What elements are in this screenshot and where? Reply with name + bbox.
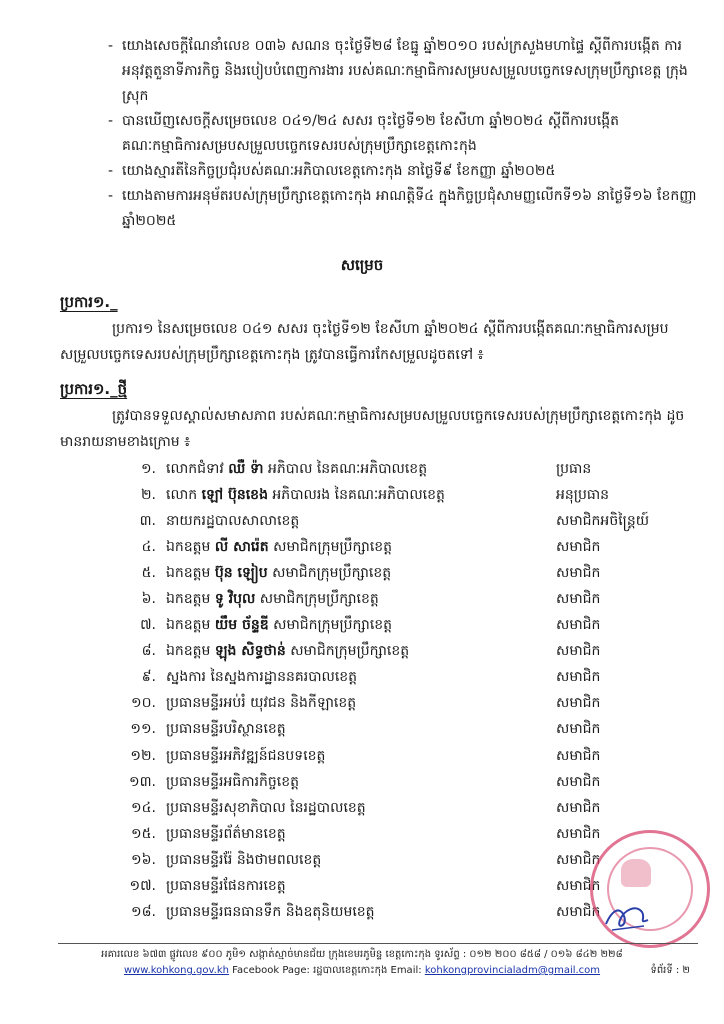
member-name: ឈឺ ទ៉ា [228, 460, 264, 477]
member-prefix: ឯកឧត្តម [166, 591, 211, 608]
member-number: ១៨. [131, 904, 156, 921]
member-number: ១៣. [128, 773, 156, 790]
member-row [108, 613, 708, 639]
member-role: សមាជិក [556, 851, 601, 868]
member-title [166, 902, 556, 923]
member-role: សមាជិក [556, 825, 601, 842]
member-title [166, 719, 556, 740]
member-prefix: លោក [166, 486, 198, 503]
website-link[interactable]: www.kohkong.gov.kh [123, 965, 229, 976]
member-title [166, 667, 556, 688]
member-row [108, 456, 708, 482]
member-row [108, 560, 708, 586]
member-number: ៧. [140, 617, 156, 634]
member-title [166, 693, 556, 714]
member-name: ទូ វិបុល [214, 591, 256, 608]
member-row [108, 508, 708, 534]
footer-address: អគារលេខ ៦៧៣ ផ្លូវលេខ ៩០០ ភូមិ១ សង្កាត់ស្មាច់មានជ័យ ក្រុងខេមរភូមិន្ទ ខេត្តកោះកុង ទូរស័ព្ទ : ០១២ ២០០ ៨៥៨ / ០១៦ ៨៤២ ២២៨ [101, 949, 623, 960]
member-position: សមាជិកក្រុមប្រឹក្សាខេត្ត [272, 564, 392, 581]
preamble-item: - បានឃើញសេចក្តីសម្រេចលេខ ០៤១/២៤ សសរ ចុះថ្ងៃទី១២ ខែសីហា ឆ្នាំ២០២៤ ស្តីពីការបង្កើតគណៈកម្មាធិការសម្របសម្រួលបច្ចេកទេសរបស់ក្រុមប្រឹក្សាខេត្តកោះកុង [108, 109, 698, 159]
member-prefix: ឯកឧត្តម [166, 617, 211, 634]
member-role: សមាជិក [556, 721, 601, 738]
member-row [108, 769, 708, 795]
member-title [166, 563, 556, 584]
facebook-page: រដ្ឋបាលខេត្តកោះកុង [313, 965, 388, 976]
member-prefix: ស្នងការ នៃស្នងការដ្ឋាននគរបាលខេត្ត [166, 669, 358, 686]
member-title [166, 824, 556, 845]
member-number: ៤. [141, 538, 156, 555]
member-role: សមាជិក [556, 904, 601, 921]
email-link[interactable]: kohkongprovincialadm@gmail.com [424, 965, 601, 976]
member-name: យឹម ច័ន្ទឌី [214, 617, 269, 634]
member-number: ៨. [141, 643, 156, 660]
member-number: ៣. [139, 512, 156, 529]
preamble-list [108, 34, 698, 234]
member-title [166, 537, 556, 558]
member-role: សមាជិក [556, 591, 601, 608]
member-position: សមាជិកក្រុមប្រឹក្សាខេត្ត [290, 643, 410, 660]
member-number: ១១. [130, 721, 156, 738]
member-title [166, 746, 556, 767]
member-role: សមាជិក [556, 643, 601, 660]
member-number: ១៥. [131, 825, 156, 842]
member-name: ប៊ុន ឡៀប [214, 564, 268, 581]
member-row [108, 586, 708, 612]
member-prefix: ប្រធានមន្ទីរបរិស្ថានខេត្ត [166, 721, 286, 738]
member-title [166, 485, 556, 506]
member-row [108, 717, 708, 743]
member-role: សមាជិក [556, 538, 601, 555]
member-prefix: ប្រធានមន្ទីររ៉ែ និងថាមពលខេត្ត [166, 851, 322, 868]
article-1-text: ប្រការ១ នៃសម្រេចលេខ ០៤១ សសរ ចុះថ្ងៃទី១២ ខែសីហា ឆ្នាំ២០២៤ ស្តីពីការបង្កើតគណៈកម្មាធិការសម្របសម្រួលបច្ចេកទេសរបស់ក្រុមប្រឹក្សាខេត្តកោះកុង ត្រូវបានធ្វើការកែសម្រួលដូចតទៅ ៖ [60, 321, 669, 363]
member-prefix: ឯកឧត្តម [166, 538, 211, 555]
member-row [108, 665, 708, 691]
member-row [108, 534, 708, 560]
member-number: ១៦. [131, 851, 156, 868]
preamble-item: - យោងស្មារតីនៃកិច្ចប្រជុំរបស់គណៈអភិបាលខេត្តកោះកុង នាថ្ងៃទី៩ ខែកញ្ញា ឆ្នាំ២០២៥ [108, 159, 698, 184]
member-number: ២. [140, 486, 156, 503]
member-prefix: ប្រធានមន្ទីរផែនការខេត្ត [166, 878, 286, 895]
member-title [166, 459, 556, 480]
signature-mark [598, 890, 658, 940]
article-1-new-text: ត្រូវបានទទួលស្គាល់សមាសភាព របស់គណៈកម្មាធិការសម្របសម្រួលបច្ចេកទេសរបស់ក្រុមប្រឹក្សាខេត្តកោះកុង ដូចមានរាយនាមខាងក្រោម ៖ [60, 408, 685, 450]
article-1-heading: ប្រការ១._ [60, 293, 118, 311]
member-prefix: ប្រធានមន្ទីរសុខាភិបាល នៃរដ្ឋបាលខេត្ត [166, 799, 366, 816]
member-role: សមាជិក [556, 747, 601, 764]
member-role: សមាជិក [556, 773, 601, 790]
member-prefix: ប្រធានមន្ទីរព័ត៌មានខេត្ត [166, 825, 286, 842]
member-row [108, 743, 708, 769]
email-label: Email: [390, 965, 422, 976]
member-name: ឡៅ ប៊ុនខេង [201, 486, 268, 503]
footer-divider [58, 943, 698, 944]
member-position: អភិបាលរង នៃគណៈអភិបាលខេត្ត [272, 486, 445, 503]
member-title [166, 615, 556, 636]
decision-title: សម្រេច [340, 256, 384, 274]
member-number: ១. [140, 460, 156, 477]
member-role: សមាជិក [556, 564, 601, 581]
member-role: សមាជិក [556, 669, 601, 686]
member-prefix: ប្រធានមន្ទីរធនធានទឹក និងឧតុនិយមខេត្ត [166, 904, 375, 921]
member-title [166, 589, 556, 610]
member-number: ៩. [141, 669, 156, 686]
member-title [166, 641, 556, 662]
member-number: ១៧. [129, 878, 156, 895]
member-number: ១២. [130, 747, 156, 764]
member-position: សមាជិកក្រុមប្រឹក្សាខេត្ត [273, 617, 393, 634]
member-prefix: ប្រធានមន្ទីរអភិវឌ្ឍន៍ជនបទខេត្ត [166, 747, 326, 764]
member-title [166, 798, 556, 819]
member-prefix: ឯកឧត្តម [166, 643, 211, 660]
member-position: អភិបាល នៃគណៈអភិបាលខេត្ត [267, 460, 428, 477]
member-name: ឡុង សិទ្ធថាន់ [214, 643, 286, 660]
member-prefix: ប្រធានមន្ទីរអប់រំ យុវជន និងកីឡាខេត្ត [166, 695, 357, 712]
member-role: សមាជិក [556, 617, 601, 634]
member-prefix: លោកជំទាវ [166, 460, 224, 477]
seal-emblem [621, 859, 651, 887]
member-row [108, 691, 708, 717]
member-role: ប្រធាន [556, 460, 592, 477]
preamble-item: - យោងសេចក្តីណែនាំលេខ ០៣៦ សណន ចុះថ្ងៃទី២៨ ខែធ្នូ ឆ្នាំ២០១០ របស់ក្រសួងមហាផ្ទៃ ស្តីពីការបង្កើត ការអនុវត្តតួនាទីភារកិច្ច និងរបៀបបំពេញការងារ របស់គណៈកម្មាធិការសម្របសម្រួលបច្ចេកទេសក្រុមប្រឹក្សាខេត្ត ក្រុង ស្រុក [108, 34, 698, 109]
preamble-item: - យោងតាមការអនុម័តរបស់ក្រុមប្រឹក្សាខេត្តកោះកុង អាណត្តិទី៤ ក្នុងកិច្ចប្រជុំសាមញ្ញលើកទី១៦ នាថ្ងៃទី១៦ ខែកញ្ញា ឆ្នាំ២០២៥ [108, 184, 698, 234]
member-prefix: ឯកឧត្តម [166, 564, 211, 581]
member-number: ៥. [141, 564, 156, 581]
member-role: សមាជិក [556, 695, 601, 712]
member-name: លី សារ៉េត [214, 538, 269, 555]
member-role: សមាជិក [556, 878, 601, 895]
member-number: ៦. [141, 591, 156, 608]
member-row [108, 482, 708, 508]
article-1-new-heading: ប្រការ១._ថ្មី [60, 380, 128, 398]
footer-contacts [0, 964, 724, 978]
member-title [166, 876, 556, 897]
member-position: សមាជិកក្រុមប្រឹក្សាខេត្ត [259, 591, 379, 608]
member-row [108, 639, 708, 665]
member-prefix: នាយករដ្ឋបាលសាលាខេត្ត [166, 512, 300, 529]
member-number: ១៤. [131, 799, 156, 816]
member-position: សមាជិកក្រុមប្រឹក្សាខេត្ត [273, 538, 393, 555]
member-title [166, 772, 556, 793]
member-prefix: ប្រធានមន្ទីរអធិការកិច្ចខេត្ត [166, 773, 300, 790]
member-role: សមាជិក [556, 799, 601, 816]
member-title [166, 850, 556, 871]
member-role: អនុប្រធាន [556, 486, 610, 503]
member-row [108, 795, 708, 821]
facebook-label: Facebook Page: [232, 965, 310, 976]
member-role: សមាជិកអចិន្ត្រៃយ៍ [556, 512, 650, 529]
member-title [166, 511, 556, 532]
member-number: ១០. [131, 695, 156, 712]
page-number: ទំព័រទី : ២ [650, 965, 690, 976]
